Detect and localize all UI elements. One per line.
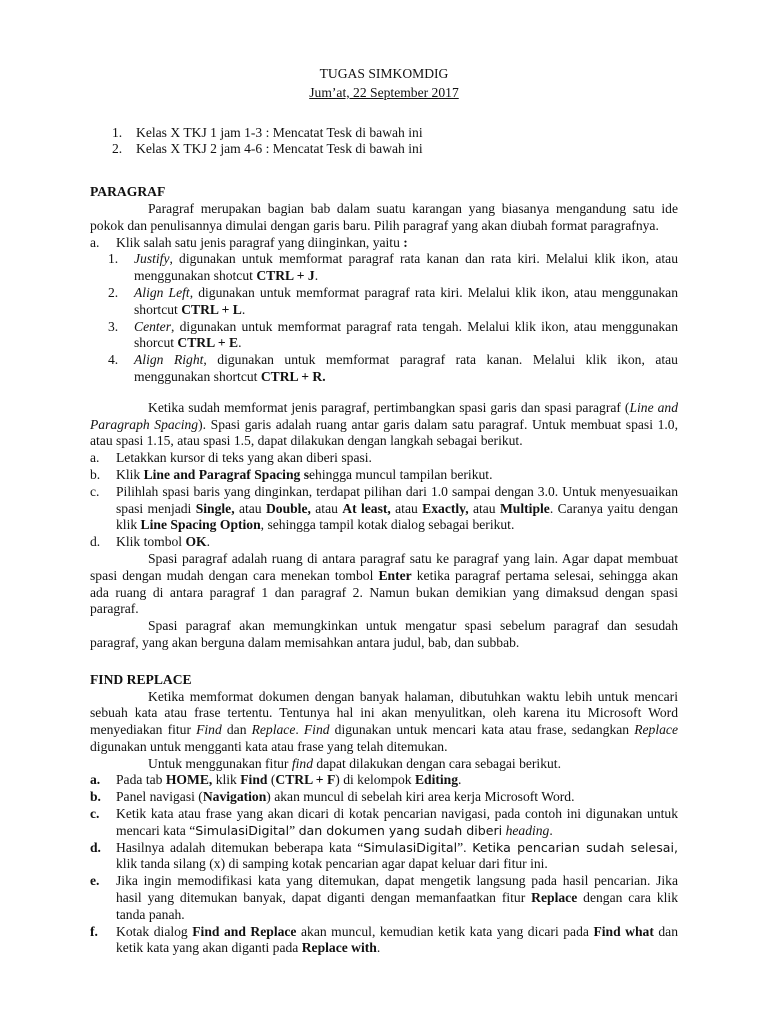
section-heading-find-replace: FIND REPLACE [90,671,192,687]
list-number: 2. [112,141,123,157]
list-item: d. Klik tombol OK. [90,534,211,550]
list-item: c. Pilihlah spasi baris yang dinginkan, terdapat pilihan dari 1.0 sampai dengan 3.0. Untuk menyesuaikan spasi menjadi Single, atau Double, atau At least, atau Exactly, atau Multiple. Caranya yaitu dengan klik Line Spacing Option, sehingga tampil kotak dialog sebagai berikut. [90,483,678,533]
list-item: 1. Justify, digunakan untuk memformat paragraf rata kanan dan rata kiri. Melalui klik ikon, atau menggunakan shotcut CTRL + J. [108,251,678,284]
find-intro: Ketika memformat dokumen dengan banyak halaman, dibutuhkan waktu lebih untuk mencari sebuah kata atau frase tertentu. Tentunya hal ini akan menyulitkan, oleh karena itu Microsoft Word menyediakan fitur Find dan Replace. Find digunakan untuk mencari kata atau frase, sedangkan Replace digunakan untuk mengganti kata atau frase yang telah ditemukan. [90,688,678,754]
list-item [90,235,678,252]
list-item: f. Kotak dialog Find and Replace akan muncul, kemudian ketik kata yang dicari pada Find what dan ketik kata yang akan diganti pada Replace with. [90,923,679,956]
list-item: 4. Align Right, digunakan untuk memformat paragraf rata kanan. Melalui klik ikon, atau menggunakan shortcut CTRL + R. [108,352,678,384]
section-heading-paragraf: PARAGRAF [90,184,166,200]
list-item: b. Panel navigasi (Navigation) akan muncul di sebelah kiri area kerja Microsoft Word. [90,789,575,805]
list-text: Kelas X TKJ 2 jam 4-6 : Mencatat Tesk di bawah ini [136,141,423,157]
document-date: Jum’at, 22 September 2017 [309,84,459,100]
paragraph-spacing-text-2: Spasi paragraf akan memungkinkan untuk mengatur spasi sebelum paragraf dan sesudah paragraf, yang akan berguna dalam memisahkan antara judul, bab, dan subbab. [90,618,678,650]
find-usage: Untuk menggunakan fitur find dapat dilakukan dengan cara sebagai berikut. [148,755,561,771]
list-item: 2. Align Left, digunakan untuk memformat paragraf rata kiri. Melalui klik ikon, atau menggunakan shortcut CTRL + L. [108,284,678,317]
paragraf-intro: Paragraf merupakan bagian bab dalam suatu karangan yang biasanya mengandung satu ide pokok dan penulisannya dimulai dengan garis baru. Pilih paragraf yang akan diubah format paragrafnya. [90,200,678,233]
spacing-paragraph: Ketika sudah memformat jenis paragraf, pertimbangkan spasi garis dan spasi paragraf (Line and Paragraph Spacing). Spasi garis adalah ruang antar garis dalam satu paragraf. Untuk membuat spasi 1.0, atau spasi 1.15, atau spasi 1.5, dapat dilakukan dengan langkah sebagai berikut. [90,399,679,449]
task-list [90,125,678,159]
list-number: 1. [112,124,123,140]
document-content [90,66,678,957]
list-item: b. Klik Line and Paragraf Spacing sehingga muncul tampilan berikut. [90,466,493,482]
list-item: d. Hasilnya adalah ditemukan beberapa kata “SimulasiDigital”. Ketika pencarian sudah selesai, klik tanda silang (x) di samping kotak pencarian agar dapat keluar dari fitur ini. [90,839,678,872]
list-item: c. Ketik kata atau frase yang akan dicari di kotak pencarian navigasi, pada contoh ini digunakan untuk mencari kata “SimulasiDigital” dan dokumen yang sudah diberi heading. [90,806,678,838]
list-item [112,141,678,158]
list-item: a. Letakkan kursor di teks yang akan diberi spasi. [90,450,372,466]
alignment-list [90,251,678,385]
list-marker: a. [90,234,100,250]
list-item: a. Pada tab HOME, klik Find (CTRL + F) di kelompok Editing. [90,772,462,788]
list-item: 3. Center, digunakan untuk memformat paragraf rata tengah. Melalui klik ikon, atau menggunakan shorcut CTRL + E. [108,318,678,351]
paragraph-spacing-text: Spasi paragraf adalah ruang di antara paragraf satu ke paragraf yang lain. Agar dapat membuat spasi dengan mudah dengan cara menekan tombol Enter ketika paragraf pertama selesai, sehingga akan ada ruang di antara paragraf 1 dan paragraf 2. Namun bukan demikian yang dimaksud dengan spasi paragraf. [90,550,678,617]
list-item [112,125,678,142]
list-item: e. Jika ingin memodifikasi kata yang ditemukan, dapat mengetik langsung pada hasil pencarian. Jika hasil yang ditemukan banyak, dapat diganti dengan memanfaatkan fitur Replace dengan cara klik tanda panah. [90,873,678,922]
list-text: Kelas X TKJ 1 jam 1-3 : Mencatat Tesk di bawah ini [136,124,423,140]
list-text: Klik salah satu jenis paragraf yang diinginkan, yaitu : [116,234,408,250]
document-title: TUGAS SIMKOMDIG [319,66,449,81]
